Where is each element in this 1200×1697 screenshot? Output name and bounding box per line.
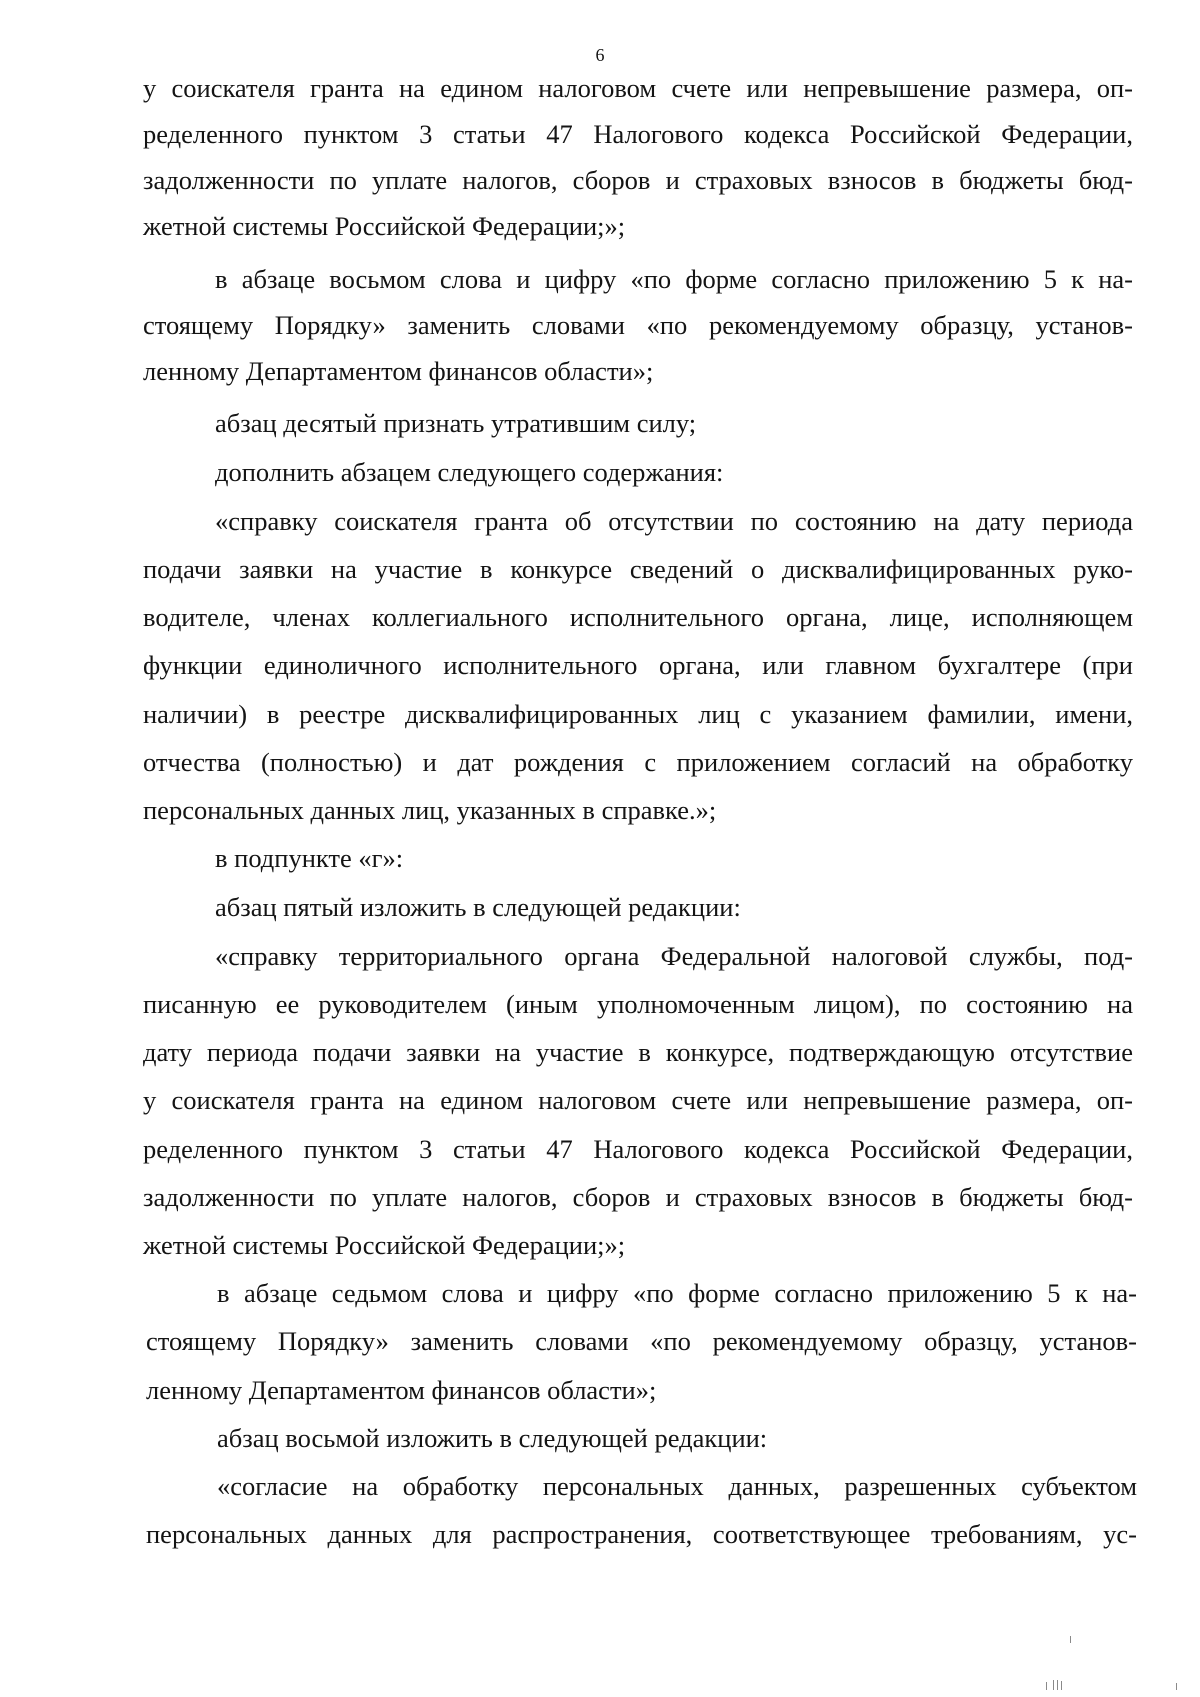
text-line: наличии) в реестре дисквалифицированных лиц с указанием фамилии, имени, — [143, 699, 1133, 729]
text-line: «согласие на обработку персональных данных, разрешенных субъектом — [217, 1471, 1137, 1501]
text-line: задолженности по уплате налогов, сборов и страховых взносов в бюджеты бюд- — [143, 165, 1133, 195]
text-line: жетной системы Российской Федерации;»; — [143, 1230, 626, 1260]
text-line: ределенного пунктом 3 статьи 47 Налогового кодекса Российской Федерации, — [143, 119, 1133, 149]
text-line: писанную ее руководителем (иным уполномоченным лицом), по состоянию на — [143, 989, 1133, 1019]
text-line: дату периода подачи заявки на участие в конкурсе, подтверждающую отсутствие — [143, 1037, 1133, 1067]
page-number: 6 — [595, 45, 605, 65]
text-line: у соискателя гранта на едином налоговом счете или непревышение размера, оп- — [143, 1085, 1133, 1115]
text-line: ределенного пунктом 3 статьи 47 Налогового кодекса Российской Федерации, — [143, 1134, 1133, 1164]
text-line: у соискателя гранта на едином налоговом счете или непревышение размера, оп- — [143, 73, 1133, 103]
text-line: абзац восьмой изложить в следующей редакции: — [217, 1423, 768, 1453]
text-line: абзац десятый признать утратившим силу; — [215, 408, 697, 438]
text-line: подачи заявки на участие в конкурсе сведений о дисквалифицированных руко- — [143, 554, 1133, 584]
text-line: задолженности по уплате налогов, сборов и страховых взносов в бюджеты бюд- — [143, 1182, 1133, 1212]
text-line: в абзаце восьмом слова и цифру «по форме согласно приложению 5 к на- — [215, 264, 1133, 294]
text-line: жетной системы Российской Федерации;»; — [143, 211, 626, 241]
text-line: «справку соискателя гранта об отсутствии по состоянию на дату периода — [215, 506, 1133, 536]
text-line: стоящему Порядку» заменить словами «по рекомендуемому образцу, установ- — [143, 310, 1133, 340]
text-line: персональных данных для распространения, соответствующее требованиям, ус- — [146, 1519, 1137, 1549]
text-line: абзац пятый изложить в следующей редакции: — [215, 892, 741, 922]
text-line: функции единоличного исполнительного органа, или главном бухгалтере (при — [143, 650, 1133, 680]
text-line: персональных данных лиц, указанных в справке.»; — [143, 795, 717, 825]
text-line: стоящему Порядку» заменить словами «по рекомендуемому образцу, установ- — [146, 1326, 1137, 1356]
text-line: отчества (полностью) и дат рождения с приложением согласий на обработку — [143, 747, 1133, 777]
text-line: ленному Департаментом финансов области»; — [146, 1375, 657, 1405]
text-line: в подпункте «г»: — [215, 843, 404, 873]
text-line: «справку территориального органа Федеральной налоговой службы, под- — [215, 941, 1133, 971]
text-line: в абзаце седьмом слова и цифру «по форме согласно приложению 5 к на- — [217, 1278, 1137, 1308]
text-line: дополнить абзацем следующего содержания: — [215, 457, 724, 487]
text-line: ленному Департаментом финансов области»; — [143, 356, 654, 386]
text-line: водителе, членах коллегиального исполнительного органа, лице, исполняющем — [143, 602, 1133, 632]
